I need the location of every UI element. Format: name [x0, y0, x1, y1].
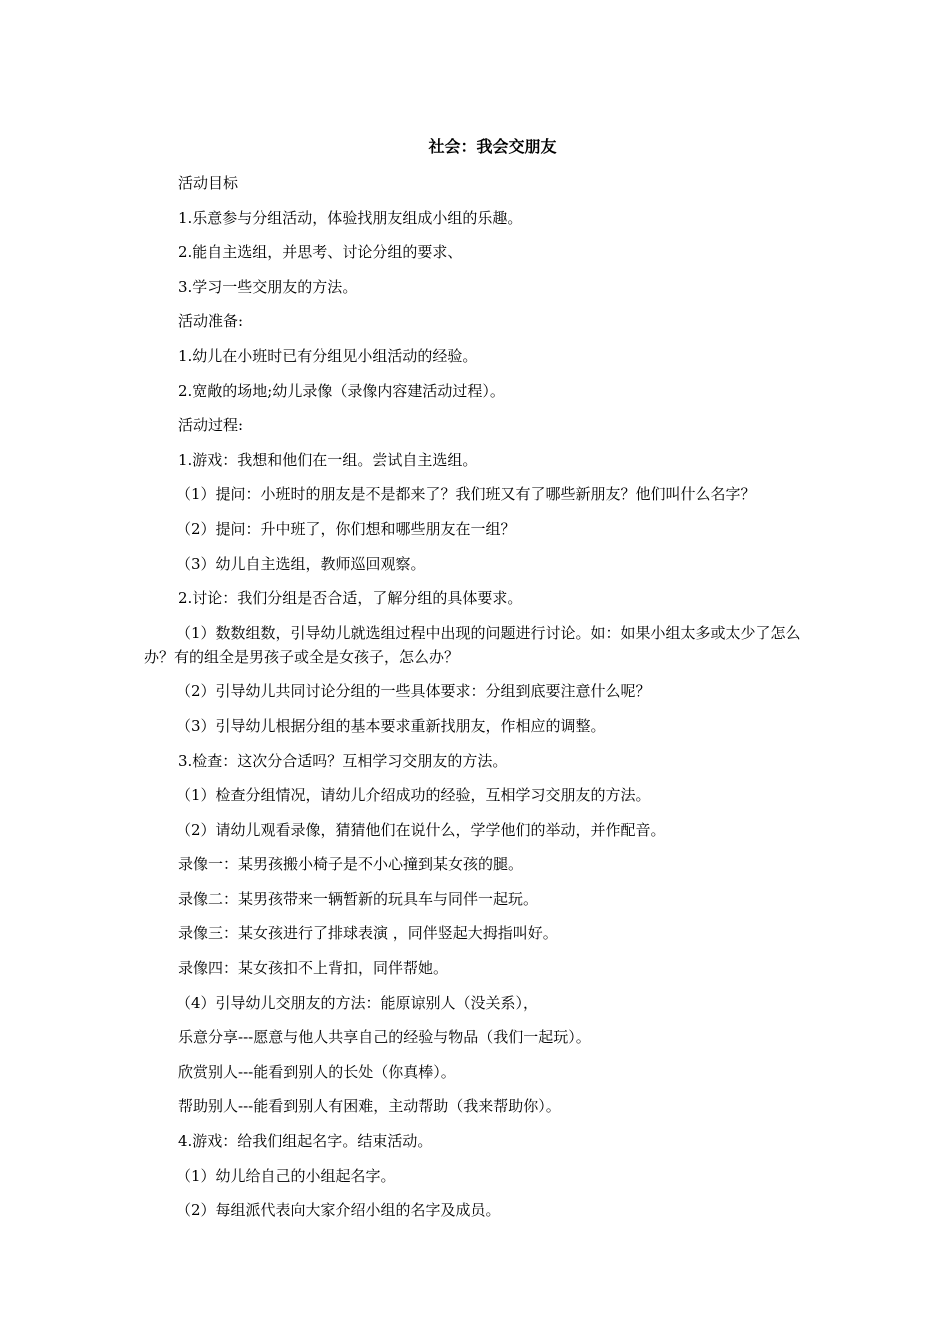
paragraph: （2）提问：升中班了，你们想和哪些朋友在一组？: [176, 519, 516, 538]
paragraph: （2）引导幼儿共同讨论分组的一些具体要求：分组到底要注意什么呢？: [176, 682, 651, 701]
paragraph: 乐意分享---愿意与他人共享自己的经验与物品（我们一起玩）。: [178, 1028, 591, 1047]
section-heading-preparation: 活动准备:: [178, 312, 244, 331]
paragraph: 欣赏别人---能看到别人的长处（你真棒）。: [178, 1062, 456, 1081]
paragraph: 1.游戏：我想和他们在一组。尝试自主选组。: [178, 450, 478, 469]
paragraph: （2）请幼儿观看录像，猜猜他们在说什么，学学他们的举动，并作配音。: [176, 820, 666, 839]
paragraph: 1.幼儿在小班时已有分组见小组活动的经验。: [178, 346, 478, 365]
paragraph: （3）幼儿自主选组，教师巡回观察。: [176, 554, 426, 573]
paragraph: 录像二：某男孩带来一辆暂新的玩具车与同伴一起玩。: [178, 889, 539, 908]
paragraph: 录像一：某男孩搬小椅子是不小心撞到某女孩的腿。: [178, 855, 524, 874]
paragraph: （1）幼儿给自己的小组起名字。: [176, 1166, 396, 1185]
document-body: [144, 171, 824, 1233]
paragraph: （2）每组派代表向大家介绍小组的名字及成员。: [176, 1201, 501, 1220]
paragraph: 2.宽敞的场地;幼儿录像（录像内容建活动过程）。: [178, 381, 505, 400]
paragraph: 4.游戏：给我们组起名字。结束活动。: [178, 1132, 433, 1151]
section-heading-process: 活动过程:: [178, 416, 244, 435]
paragraph: （1）检查分组情况，请幼儿介绍成功的经验，互相学习交朋友的方法。: [176, 786, 651, 805]
document-title: 社会：我会交朋友: [428, 137, 557, 156]
paragraph: （1）提问：小班时的朋友是不是都来了？我们班又有了哪些新朋友？他们叫什么名字？: [176, 485, 756, 504]
paragraph: 3.检查：这次分合适吗？互相学习交朋友的方法。: [178, 751, 508, 770]
paragraph: 2.能自主选组，并思考、讨论分组的要求、: [178, 243, 463, 262]
section-heading-goals: 活动目标: [178, 174, 239, 192]
paragraph: 帮助别人---能看到别人有困难，主动帮助（我来帮助你）。: [178, 1097, 561, 1116]
paragraph: 3.学习一些交朋友的方法。: [178, 277, 358, 296]
paragraph: （3）引导幼儿根据分组的基本要求重新找朋友，作相应的调整。: [176, 716, 606, 735]
paragraph: 2.讨论：我们分组是否合适，了解分组的具体要求。: [178, 589, 523, 608]
paragraph: 录像四：某女孩扣不上背扣，同伴帮她。: [178, 959, 449, 978]
paragraph: 录像三：某女孩进行了排球表演 ，同伴竖起大拇指叫好。: [178, 924, 558, 943]
paragraph: （1）数数组数，引导幼儿就选组过程中出现的问题进行讨论。如：如果小组太多或太少了怎么办？有的组全是男孩子或全是女孩子，怎么办？: [144, 623, 801, 666]
paragraph: 1.乐意参与分组活动，体验找朋友组成小组的乐趣。: [178, 208, 523, 227]
paragraph: （4）引导幼儿交朋友的方法：能原谅别人（没关系），: [176, 993, 539, 1012]
